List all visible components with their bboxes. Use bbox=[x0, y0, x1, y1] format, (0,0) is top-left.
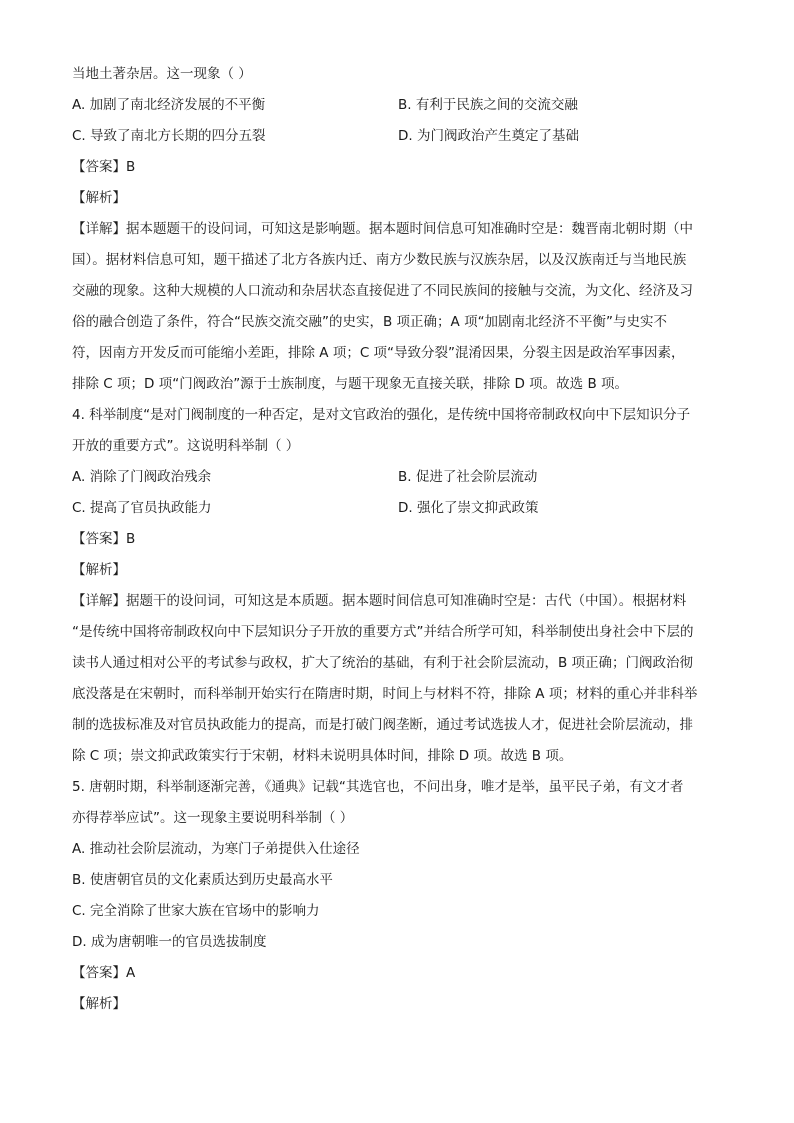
q3-analysis-label: 【解析】 bbox=[72, 190, 126, 206]
q4-detail-line: 制的选拔标准及对官员执政能力的提高，而是打破门阀垄断，通过考试选拔人才，促进社会阶层流动，排 bbox=[72, 717, 693, 733]
q3-option-d: D. 为门阀政治产生奠定了基础 bbox=[398, 128, 579, 144]
q3-stem-tail: 当地土著杂居。这一现象（ ） bbox=[72, 66, 252, 82]
q4-detail bbox=[72, 591, 724, 767]
q3-detail-line: 国）。据材料信息可知，题干描述了北方各族内迁、南方少数民族与汉族杂居，以及汉族南迁与当地民族 bbox=[72, 252, 687, 268]
q5-stem bbox=[72, 777, 724, 829]
q3-answer: 【答案】B bbox=[72, 159, 136, 175]
q3-option-a: A. 加剧了南北经济发展的不平衡 bbox=[72, 97, 266, 113]
q4-options-row-2 bbox=[72, 498, 724, 519]
q4-answer: 【答案】B bbox=[72, 531, 136, 547]
q5-stem-line: 亦得荐举应试”。这一现象主要说明科举制（ ） bbox=[72, 810, 354, 826]
q4-option-a: A. 消除了门阀政治残余 bbox=[72, 469, 212, 485]
q3-options-row-2 bbox=[72, 126, 724, 147]
q5-analysis-label: 【解析】 bbox=[72, 996, 126, 1012]
q3-option-c: C. 导致了南北方长期的四分五裂 bbox=[72, 128, 266, 144]
q3-detail-line: 【详解】据本题题干的设问词，可知这是影响题。据本题时间信息可知准确时空是：魏晋南北朝时期（中 bbox=[72, 221, 693, 237]
q3-detail-line: 俗的融合创造了条件，符合“民族交流交融”的史实，B 项正确；A 项“加剧南北经济不平衡”与史实不 bbox=[72, 314, 668, 330]
q5-stem-line: 5. 唐朝时期，科举制逐渐完善，《通典》记载“其选官也，不问出身，唯才是举，虽平民子弟，有文才者 bbox=[72, 779, 684, 795]
q4-detail-line: 除 C 项；崇文抑武政策实行于宋朝，材料未说明具体时间，排除 D 项。故选 B 项。 bbox=[72, 748, 573, 764]
q4-detail-line: “是传统中国将帝制政权向中下层知识分子开放的重要方式”并结合所学可知，科举制使出身社会中下层的 bbox=[72, 624, 694, 640]
q4-detail-line: 读书人通过相对公平的考试参与政权，扩大了统治的基础，有利于社会阶层流动，B 项正确；门阀政治彻 bbox=[72, 655, 694, 671]
q4-option-b: B. 促进了社会阶层流动 bbox=[398, 469, 538, 485]
q5-option-d: D. 成为唐朝唯一的官员选拔制度 bbox=[72, 934, 267, 950]
q4-detail-line: 【详解】据题干的设问词，可知这是本质题。据本题时间信息可知准确时空是：古代（中国）。根据材料 bbox=[72, 593, 687, 609]
q3-option-b: B. 有利于民族之间的交流交融 bbox=[398, 97, 578, 113]
q3-options-row-1 bbox=[72, 95, 724, 116]
q3-detail-line: 符，因南方开发反而可能缩小差距，排除 A 项；C 项“导致分裂”混淆因果，分裂主因是政治军事因素， bbox=[72, 345, 685, 361]
q4-stem-line: 4. 科举制度“是对门阀制度的一种否定，是对文官政治的强化，是传统中国将帝制政权向中下层知识分子 bbox=[72, 407, 691, 423]
q4-stem-line: 开放的重要方式”。这说明科举制（ ） bbox=[72, 438, 300, 454]
q4-detail-line: 底没落是在宋朝时，而科举制开始实行在隋唐时期，时间上与材料不符，排除 A 项；材料的重心并非科举 bbox=[72, 686, 698, 702]
q4-option-d: D. 强化了崇文抑武政策 bbox=[398, 500, 539, 516]
q5-option-b: B. 使唐朝官员的文化素质达到历史最高水平 bbox=[72, 872, 333, 888]
q4-options-row-1 bbox=[72, 467, 724, 488]
q5-answer: 【答案】A bbox=[72, 965, 136, 981]
q5-option-a: A. 推动社会阶层流动，为寒门子弟提供入仕途径 bbox=[72, 841, 360, 857]
document-page bbox=[72, 64, 724, 1025]
q4-analysis-label: 【解析】 bbox=[72, 562, 126, 578]
q4-stem bbox=[72, 405, 724, 457]
q4-option-c: C. 提高了官员执政能力 bbox=[72, 500, 212, 516]
q3-detail-line: 交融的现象。这种大规模的人口流动和杂居状态直接促进了不同民族间的接触与交流，为文化、经济及习 bbox=[72, 283, 693, 299]
q3-detail-line: 排除 C 项；D 项“门阀政治”源于士族制度，与题干现象无直接关联，排除 D 项。故选 B 项。 bbox=[72, 376, 629, 392]
q5-option-c: C. 完全消除了世家大族在官场中的影响力 bbox=[72, 903, 320, 919]
q3-detail bbox=[72, 219, 724, 395]
